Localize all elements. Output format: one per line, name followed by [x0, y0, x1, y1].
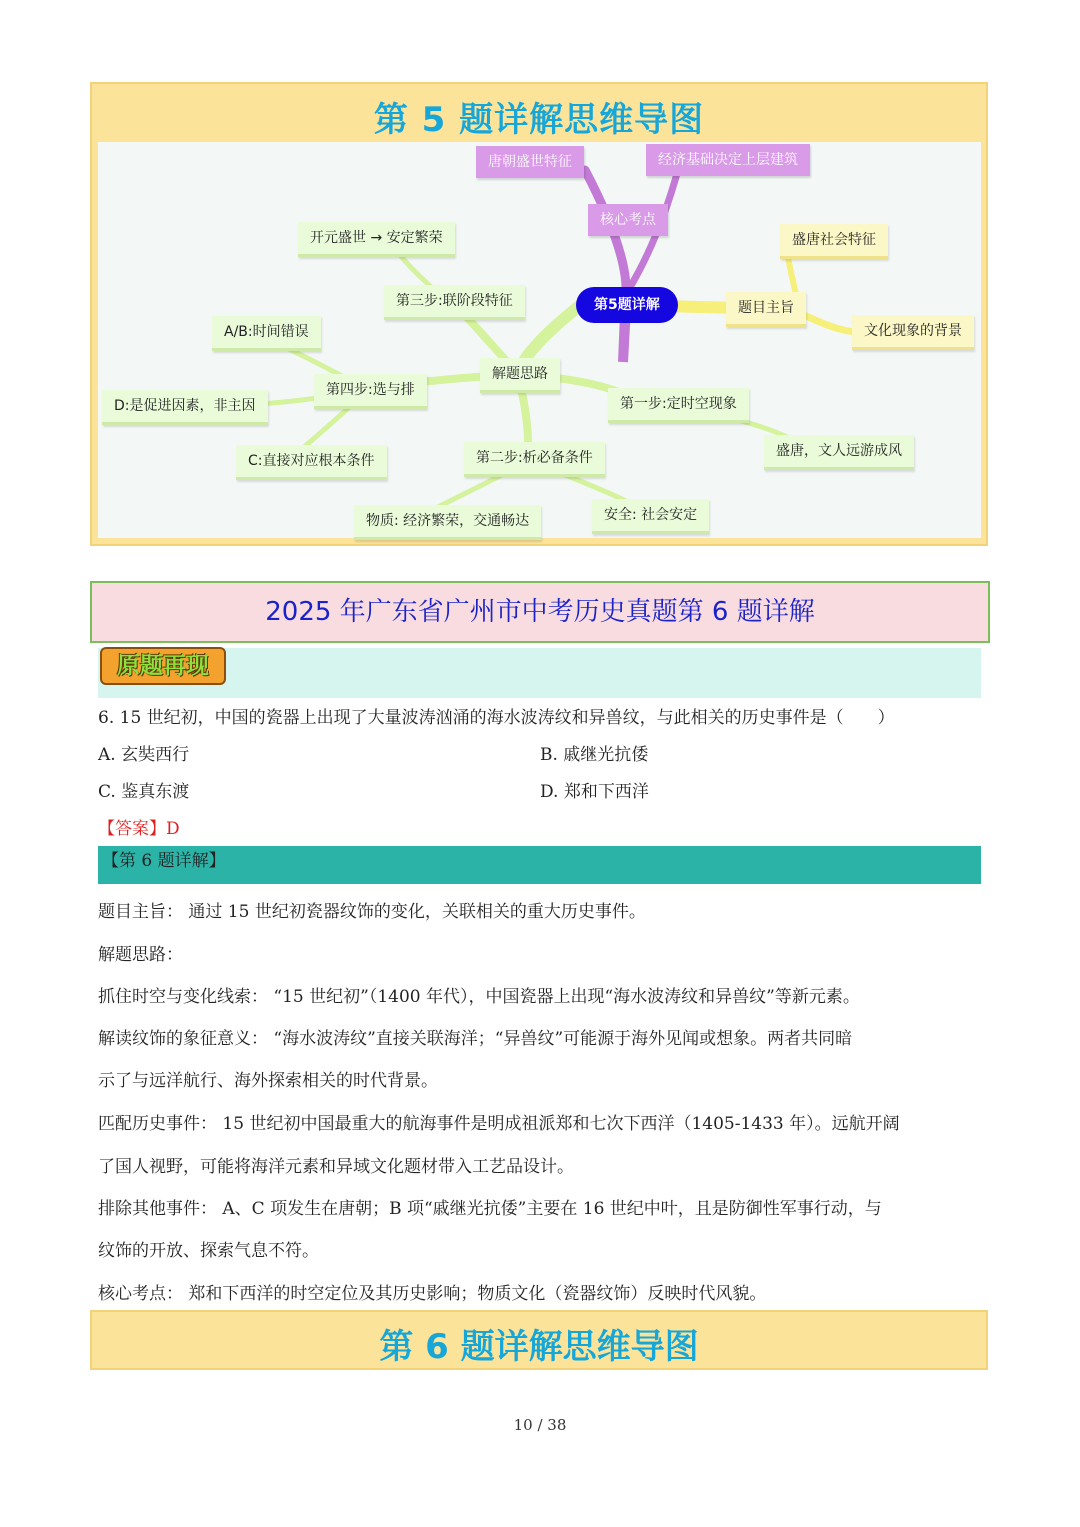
- detail-theme: 题目主旨： 通过 15 世纪初瓷器纹饰的变化，关联相关的重大历史事件。: [98, 902, 646, 922]
- node-tang-features: 唐朝盛世特征: [476, 146, 584, 178]
- node-economic-base: 经济基础决定上层建筑: [646, 144, 810, 176]
- node-material: 物质: 经济繁荣，交通畅达: [354, 505, 541, 540]
- node-kaiyuan: 开元盛世 → 安定繁荣: [298, 222, 455, 257]
- option-a: A. 玄奘西行: [98, 745, 190, 765]
- node-step4: 第四步:选与排: [314, 374, 427, 409]
- node-literati: 盛唐，文人远游成风: [764, 435, 914, 470]
- page-number: 10 / 38: [513, 1416, 567, 1434]
- node-c-direct: C:直接对应根本条件: [236, 445, 387, 480]
- option-d: D. 郑和下西洋: [540, 782, 649, 802]
- node-theme: 题目主旨: [726, 292, 806, 327]
- node-thinking: 解题思路: [480, 358, 560, 393]
- node-theme-tang: 盛唐社会特征: [780, 224, 888, 259]
- node-ab-wrong: A/B:时间错误: [212, 316, 321, 351]
- question-stem: 6. 15 世纪初，中国的瓷器上出现了大量波涛汹涌的海水波涛纹和异兽纹，与此相关的历史事件是（ ）: [98, 708, 895, 728]
- detail-symbolism-cont: 示了与远洋航行、海外探索相关的时代背景。: [98, 1071, 438, 1091]
- section-strip: [98, 648, 981, 698]
- option-c: C. 鉴真东渡: [98, 782, 190, 802]
- node-center-q5: 第5题详解: [576, 287, 678, 323]
- node-step1: 第一步:定时空现象: [608, 388, 749, 423]
- node-d-factor: D:是促进因素，非主因: [102, 390, 268, 425]
- detail-exclude-cont: 纹饰的开放、探索气息不符。: [98, 1241, 319, 1261]
- question-header: 2025 年广东省广州市中考历史真题第 6 题详解: [90, 581, 990, 643]
- option-b: B. 戚继光抗倭: [540, 745, 649, 765]
- detail-core: 核心考点： 郑和下西洋的时空定位及其历史影响；物质文化（瓷器纹饰）反映时代风貌。: [98, 1284, 767, 1304]
- mindmap-canvas-q5: [98, 142, 981, 538]
- detail-exclude: 排除其他事件： A、C 项发生在唐朝；B 项“戚继光抗倭”主要在 16 世纪中叶，且是防御性军事行动，与: [98, 1199, 882, 1219]
- detail-thinking-label: 解题思路：: [98, 945, 183, 965]
- node-security: 安全: 社会安定: [592, 499, 709, 534]
- detail-section-bar: 【第 6 题详解】: [98, 846, 981, 884]
- node-core-points: 核心考点: [588, 204, 668, 236]
- node-step3: 第三步:联阶段特征: [384, 285, 525, 320]
- node-theme-background: 文化现象的背景: [852, 315, 974, 350]
- mindmap-title-q5: 第 5 题详解思维导图: [373, 100, 705, 140]
- detail-symbolism: 解读纹饰的象征意义： “海水波涛纹”直接关联海洋；“异兽纹”可能源于海外见闻或想象。两者共同暗: [98, 1029, 853, 1049]
- answer-label: 【答案】D: [98, 819, 180, 839]
- detail-match-cont: 了国人视野，可能将海洋元素和异域文化题材带入工艺品设计。: [98, 1157, 574, 1177]
- node-step2: 第二步:析必备条件: [464, 442, 605, 477]
- detail-clue: 抓住时空与变化线索： “15 世纪初”（1400 年代），中国瓷器上出现“海水波涛纹和异兽纹”等新元素。: [98, 987, 860, 1007]
- detail-match: 匹配历史事件： 15 世纪初中国最重大的航海事件是明成祖派郑和七次下西洋（1405-1433 年）。远航开阔: [98, 1114, 900, 1134]
- mindmap-title-q6: 第 6 题详解思维导图: [379, 1327, 699, 1367]
- original-question-badge: 原题再现: [100, 647, 226, 685]
